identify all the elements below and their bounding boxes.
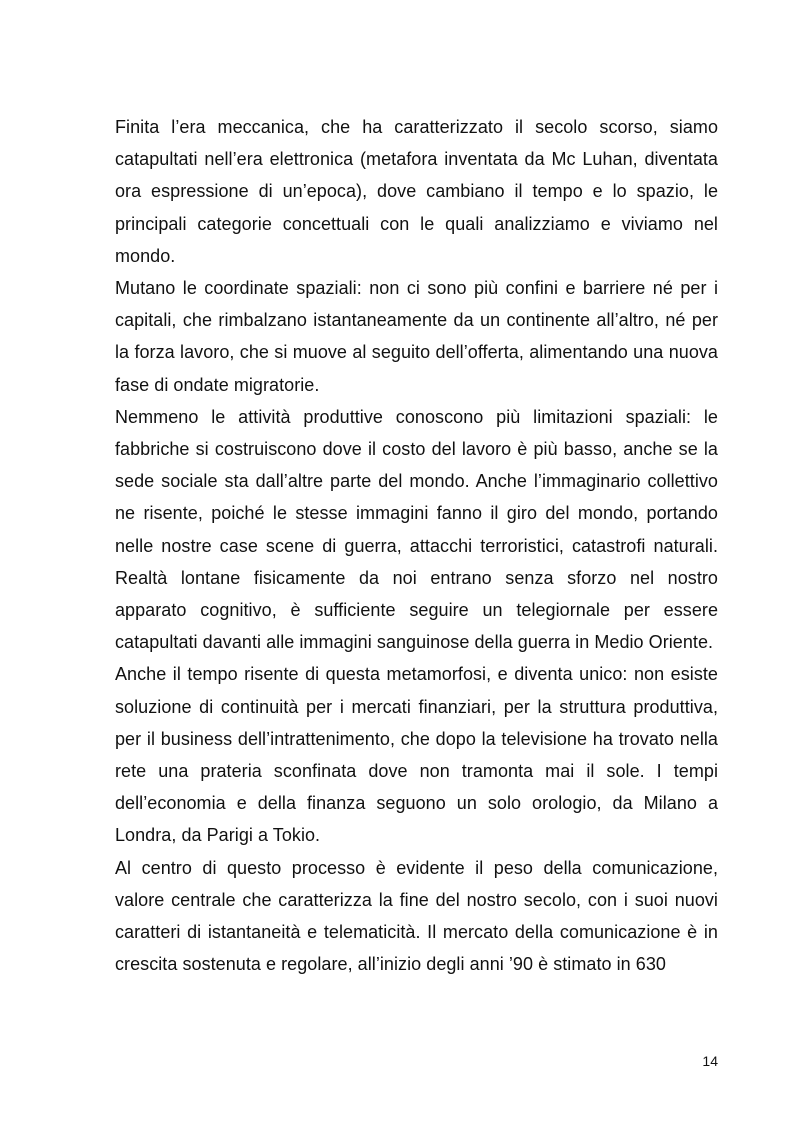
paragraph-2: Mutano le coordinate spaziali: non ci sono più confini e barriere né per i capitali, che rimbalzano istantaneamente da un continente all’altro, né per la forza lavoro, che si muove al seguito dell’offerta, alimentando una nuova fase di ondate migratorie. [115, 278, 718, 395]
paragraph-4: Anche il tempo risente di questa metamorfosi, e diventa unico: non esiste soluzione di continuità per i mercati finanziari, per la struttura produttiva, per il business dell’intrattenimento, che dopo la televisione ha trovato nella rete una prateria sconfinata dove non tramonta mai il sole. I tempi dell’economia e della finanza seguono un solo orologio, da Milano a Londra, da Parigi a Tokio. [115, 664, 718, 846]
page-number: 14 [702, 1053, 718, 1069]
paragraph-5: Al centro di questo processo è evidente il peso della comunicazione, valore centrale che caratterizza la fine del nostro secolo, con i suoi nuovi caratteri di istantaneità e telematicità. Il mercato della comunicazione è in crescita sostenuta e regolare, all’inizio degli anni ’90 è stimato in 630 [115, 857, 718, 975]
paragraph-1: Finita l’era meccanica, che ha caratterizzato il secolo scorso, siamo catapultati nell’era elettronica (metafora inventata da Mc Luhan, diventata ora espressione di un’epoca), dove cambiano il tempo e lo spazio, le principali categorie concettuali con le quali analizziamo e viviamo nel mondo. [115, 117, 718, 266]
paragraph-3: Nemmeno le attività produttive conoscono più limitazioni spaziali: le fabbriche si costruiscono dove il costo del lavoro è più basso, anche se la sede sociale sta dall’altre parte del mondo. Anche l’immaginario collettivo ne risente, poiché le stesse immagini fanno il giro del mondo, portando nelle nostre case scene di guerra, attacchi terroristici, catastrofi naturali. Realtà lontane fisicamente da noi entrano senza sforzo nel nostro apparato cognitivo, è sufficiente seguire un telegiornale per essere catapultati davanti alle immagini sanguinose della guerra in Medio Oriente. [115, 406, 718, 653]
body-text [115, 111, 718, 980]
